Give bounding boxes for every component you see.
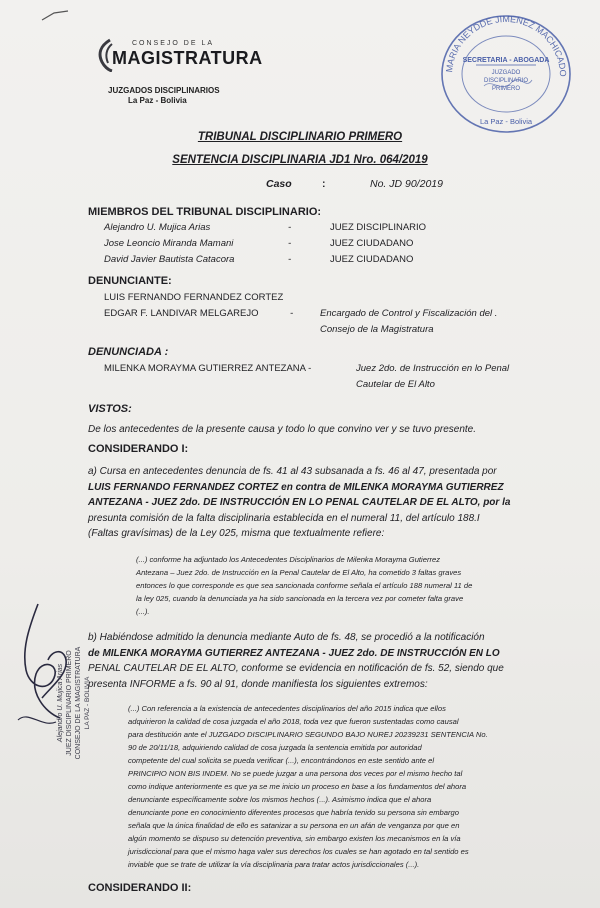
- paragraph-line: presunta comisión de la falta disciplinaria establecida en el numeral 11, del artículo 188.I: [88, 512, 480, 524]
- quote-line: adquirieron la calidad de cosa juzgada el año 2018, toda vez que fueron sustentadas como causal: [128, 717, 459, 726]
- denunciada-role: Juez 2do. de Instrucción en lo Penal: [356, 363, 510, 374]
- logo-city: La Paz - Bolivia: [128, 96, 187, 105]
- quote-a: [136, 553, 576, 623]
- paragraph-line: de MILENKA MORAYMA GUTIERREZ ANTEZANA - JUEZ 2do. DE INSTRUCCIÓN EN LO: [88, 647, 500, 659]
- quote-line: inviable que se trate de utilizar la vía disciplinaria para tratar actos jurisdiccionales (...).: [128, 860, 420, 869]
- quote-line: PRINCIPIO NON BIS INDEM. No se puede juzgar a una persona dos veces por el mismo hecho tal: [128, 769, 463, 778]
- considerando-1-title: CONSIDERANDO I:: [88, 443, 189, 455]
- vistos-text: De los antecedentes de la presente causa y todo lo que convino ver y se tuvo presente.: [88, 424, 477, 435]
- quote-line: (...) conforme ha adjuntado los Antecedentes Disciplinarios de Milenka Morayma Gutierrez: [136, 555, 441, 564]
- seal-ring-text: MARIA NEYDDE JIMENEZ MACHICADO: [444, 13, 569, 77]
- seal-line1: SECRETARIA - ABOGADA: [462, 57, 550, 64]
- logo-small-text: CONSEJO DE LA: [132, 40, 215, 47]
- paragraph-line: LUIS FERNANDO FERNANDEZ CORTEZ en contra de MILENKA MORAYMA GUTIERREZ: [88, 481, 504, 493]
- quote-line: jurisdiccional para que el mismo haga valer sus derechos los cuales se han agotado en tal sentido es: [128, 847, 469, 856]
- seal-line4: PRIMERO: [491, 86, 521, 92]
- members-title: MIEMBROS DEL TRIBUNAL DISCIPLINARIO:: [88, 206, 322, 218]
- denunciante-role: Encargado de Control y Fiscalización del .: [320, 308, 498, 319]
- member-dash: -: [288, 222, 292, 233]
- denunciante-name: LUIS FERNANDO FERNANDEZ CORTEZ: [104, 292, 284, 303]
- member-name: David Javier Bautista Catacora: [104, 254, 235, 265]
- denunciada-role: Cautelar de El Alto: [356, 379, 435, 390]
- member-role: JUEZ DISCIPLINARIO: [330, 222, 427, 233]
- quote-b: [128, 702, 588, 874]
- vistos-title: VISTOS:: [88, 403, 132, 415]
- denunciada-title: DENUNCIADA :: [88, 346, 169, 358]
- denunciante-dash: -: [290, 308, 294, 319]
- quote-line: denunciante específicamente sobre los mismos hechos (...). Asimismo indica que el ahora: [128, 795, 432, 804]
- member-name: Jose Leoncio Miranda Mamani: [104, 238, 234, 249]
- quote-line: señala que la única finalidad de ello es satanizar a su persona en un afán de venganza por que en: [128, 821, 460, 830]
- member-dash: -: [288, 254, 292, 265]
- denunciada-name: MILENKA MORAYMA GUTIERREZ ANTEZANA -: [104, 363, 312, 374]
- quote-line: algún momento se dispuso su detención preventiva, sin embargo existen los mecanismos en la vía: [128, 834, 461, 843]
- paragraph-line: presenta INFORME a fs. 90 al 91, donde manifiesta los siguientes extremos:: [88, 678, 428, 690]
- quote-line: competente del cual solicita se pueda verificar (...), encontrándonos en este sentido ante el: [128, 756, 435, 765]
- denunciante-title: DENUNCIANTE:: [88, 275, 172, 287]
- quote-line: (...).: [136, 607, 150, 616]
- caso-colon: :: [322, 178, 326, 190]
- stamp-line1: Alejandro U. Mujica Arias: [57, 663, 64, 743]
- quote-line: la ley 025, cuando la denunciada ya ha sido sancionada en la tercera vez por cometer falta grave: [136, 594, 464, 603]
- seal-bottom-text: La Paz - Bolivia: [479, 117, 533, 126]
- pen-scratch: [40, 10, 70, 22]
- paragraph-b: [88, 630, 588, 696]
- caso-label: Caso: [266, 178, 292, 190]
- paragraph-line: b) Habiéndose admitido la denuncia mediante Auto de fs. 48, se procedió a la notificación: [88, 632, 485, 643]
- stamp-line4: LA PAZ - BOLIVIA: [84, 676, 91, 730]
- considerando-2-title: CONSIDERANDO II:: [88, 882, 192, 894]
- quote-line: para destitución ante el JUZGADO DISCIPLINARIO SEGUNDO BAJO NUREJ 20239231 SENTENCIA No.: [128, 730, 488, 739]
- sentence-number: SENTENCIA DISCIPLINARIA JD1 Nro. 064/2019: [172, 154, 428, 166]
- stamp-line3: CONSEJO DE LA MAGISTRATURA: [75, 646, 82, 760]
- logo-subtitle: JUZGADOS DISCIPLINARIOS: [108, 86, 220, 95]
- handwritten-signature: [8, 600, 78, 740]
- member-name: Alejandro U. Mujica Arias: [104, 222, 211, 233]
- quote-line: 90 de 20/11/18, adquiriendo calidad de cosa juzgada la sentencia emitida por autoridad: [128, 743, 422, 752]
- seal-line2: JUZGADO: [491, 70, 521, 76]
- paragraph-line: ANTEZANA - JUEZ 2do. DE INSTRUCCIÓN EN LO PENAL CAUTELAR DE EL ALTO, por la: [88, 497, 511, 508]
- quote-line: entonces lo que corresponde es que sea sancionada conforme señala el artículo 188 numeral 11 de: [136, 581, 473, 590]
- stamp-line2: JUEZ DISCIPLINARIO PRIMERO: [66, 650, 73, 756]
- paragraph-line: (Faltas gravísimas) de la Ley 025, misma que textualmente refiere:: [88, 528, 385, 539]
- quote-line: Antezana – Juez 2do. de Instrucción en la Penal Cautelar de El Alto, ha cometido 3 faltas graves: [136, 568, 462, 577]
- tribunal-title: TRIBUNAL DISCIPLINARIO PRIMERO: [197, 131, 403, 143]
- quote-line: (...) Con referencia a la existencia de antecedentes disciplinarios del año 2015 indica que ellos: [128, 704, 446, 713]
- caso-value: No. JD 90/2019: [370, 178, 443, 190]
- quote-line: denunciante pone en conocimiento diferentes procesos que habría tenido su persona sin embargo: [128, 808, 459, 817]
- paragraph-line: a) Cursa en antecedentes denuncia de fs. 41 al 43 subsanada a fs. 46 al 47, presentada por: [88, 466, 497, 477]
- official-seal: [432, 6, 580, 138]
- logo-name: MAGISTRATURA: [112, 48, 263, 68]
- denunciante-name: EDGAR F. LANDIVAR MELGAREJO: [104, 308, 259, 319]
- member-role: JUEZ CIUDADANO: [330, 254, 414, 265]
- member-role: JUEZ CIUDADANO: [330, 238, 414, 249]
- seal-line3: DISCIPLINARIO: [483, 78, 529, 84]
- member-dash: -: [288, 238, 292, 249]
- paragraph-line: PENAL CAUTELAR DE EL ALTO, conforme se evidencia en notificación de fs. 52, siendo que: [88, 663, 504, 674]
- paragraph-a: [88, 464, 588, 544]
- denunciante-role: Consejo de la Magistratura: [320, 324, 434, 335]
- quote-line: como indique anteriormente es que ya se me inicio un proceso en base a los fundamentos del ahora: [128, 782, 467, 791]
